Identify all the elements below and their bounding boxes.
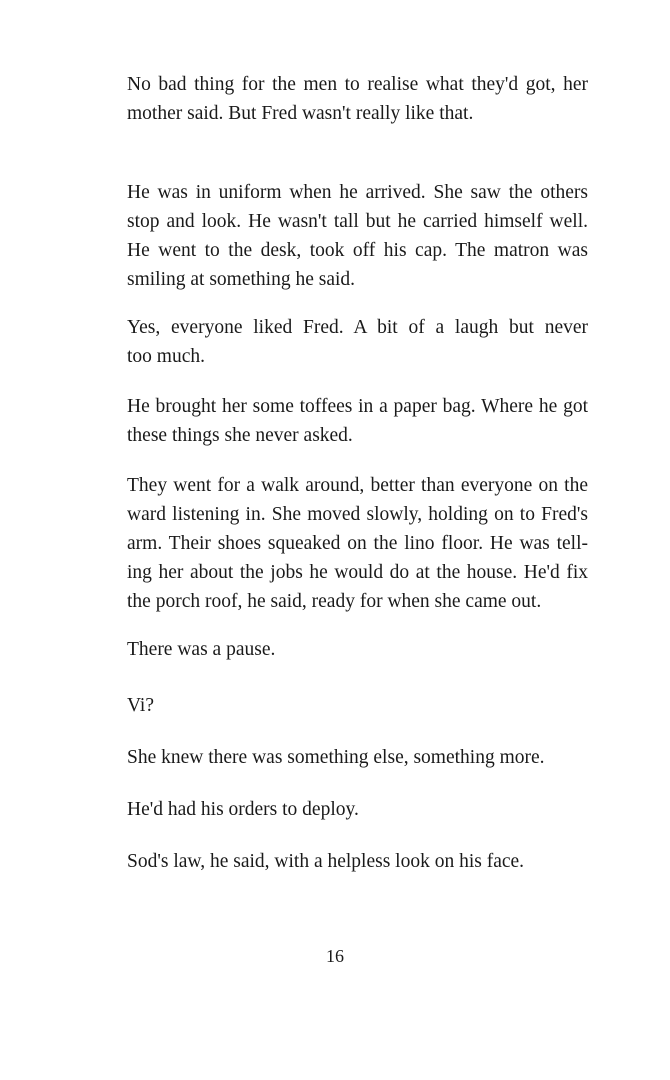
text-line: He brought her some toffees in a paper bag. Where he got xyxy=(127,396,588,417)
text-line: mother said. But Fred wasn't really like that. xyxy=(127,103,474,124)
text-line: these things she never asked. xyxy=(127,425,353,446)
paragraph xyxy=(127,847,588,876)
text-line: smiling at something he said. xyxy=(127,269,356,290)
paragraph xyxy=(127,178,588,294)
text-line: stop and look. He wasn't tall but he carried himself well. xyxy=(127,211,588,232)
text-line: Vi? xyxy=(127,695,154,716)
paragraph xyxy=(127,635,588,664)
text-line: He'd had his orders to deploy. xyxy=(127,799,359,820)
text-line: She knew there was something else, something more. xyxy=(127,747,545,768)
text-line: No bad thing for the men to realise what they'd got, her xyxy=(127,74,588,95)
text-line: Sod's law, he said, with a helpless look on his face. xyxy=(127,851,525,872)
paragraph xyxy=(127,471,588,616)
text-line: They went for a walk around, better than everyone on the xyxy=(127,475,588,496)
page-number: 16 xyxy=(326,946,344,966)
text-line: arm. Their shoes squeaked on the lino floor. He was tell- xyxy=(127,533,588,554)
text-line: He went to the desk, took off his cap. The matron was xyxy=(127,240,588,261)
text-line: There was a pause. xyxy=(127,639,276,660)
text-line: the porch roof, he said, ready for when she came out. xyxy=(127,591,542,612)
paragraph xyxy=(127,392,588,450)
paragraph xyxy=(127,313,588,371)
paragraph xyxy=(127,795,588,824)
text-line: too much. xyxy=(127,346,205,367)
paragraph xyxy=(127,743,588,772)
text-line: ing her about the jobs he would do at the house. He'd fix xyxy=(127,562,588,583)
text-line: He was in uniform when he arrived. She saw the others xyxy=(127,182,588,203)
text-line: ward listening in. She moved slowly, holding on to Fred's xyxy=(127,504,588,525)
paragraph xyxy=(127,70,588,128)
text-line: Yes, everyone liked Fred. A bit of a laugh but never xyxy=(127,317,588,338)
paragraph xyxy=(127,691,588,720)
